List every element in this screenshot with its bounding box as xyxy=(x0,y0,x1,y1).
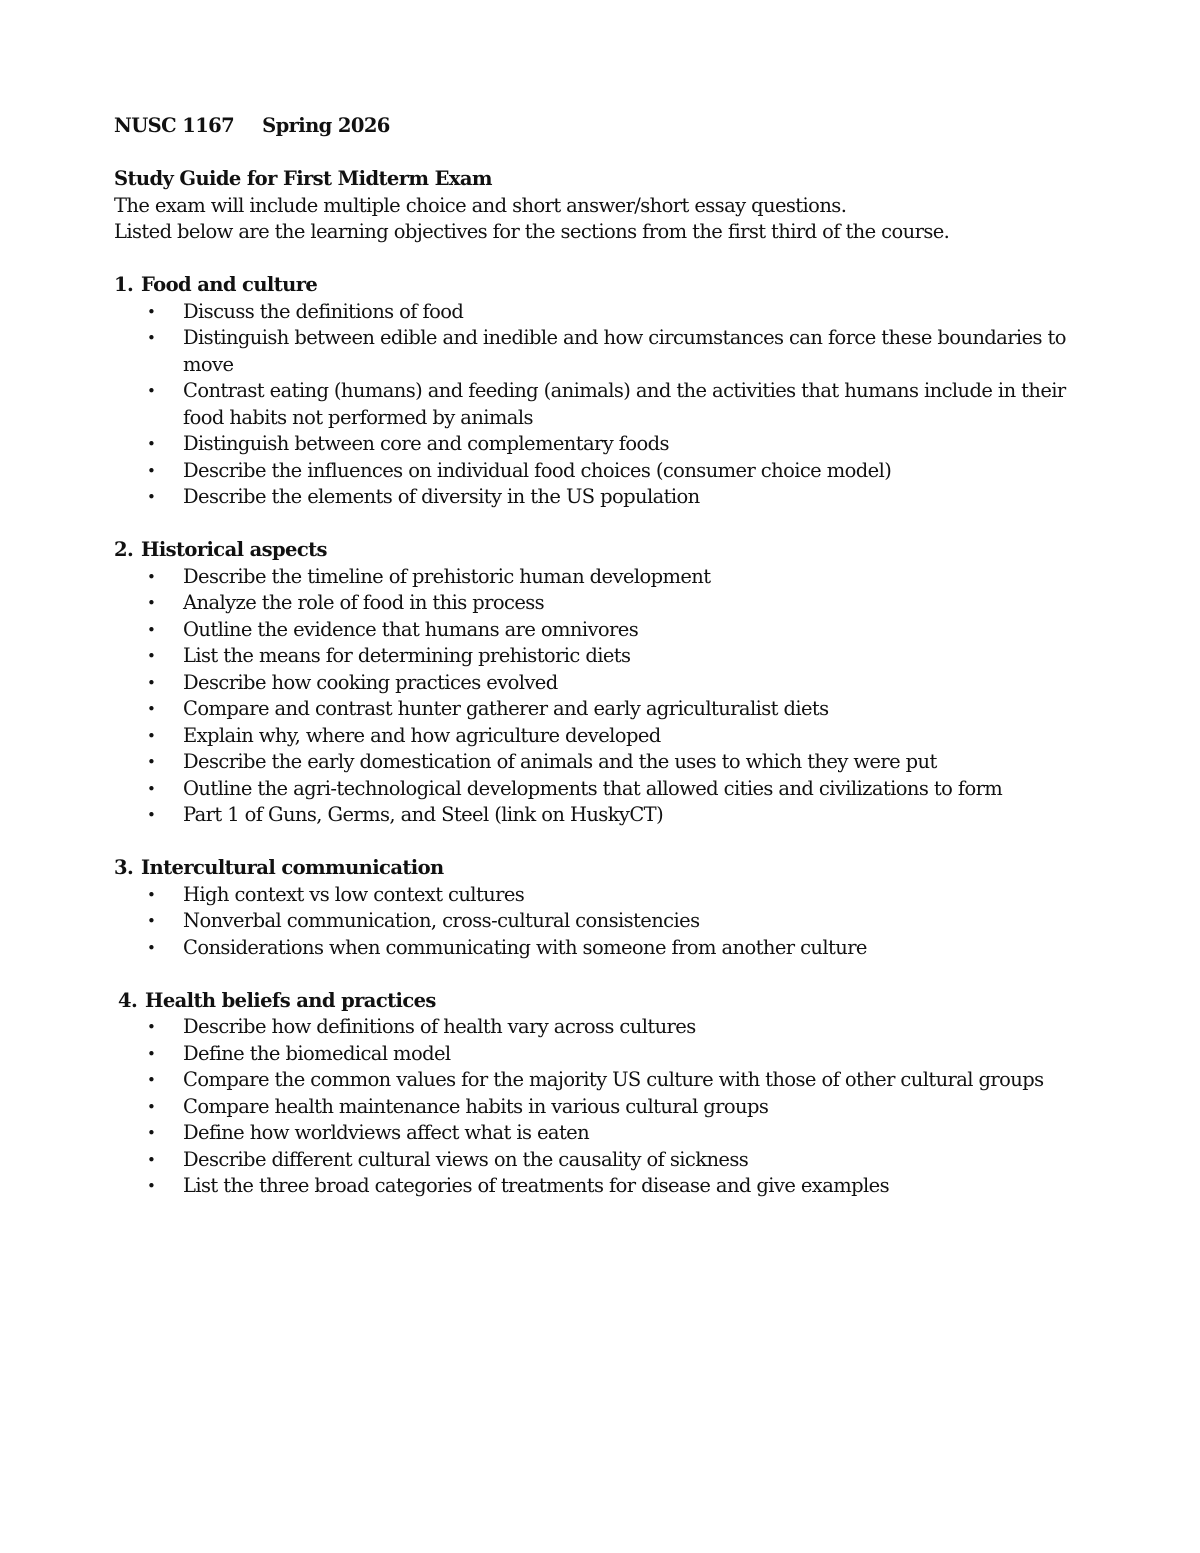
section-heading xyxy=(114,855,1104,882)
bullet-icon: • xyxy=(147,726,156,745)
bullet-icon: • xyxy=(147,329,156,347)
objective-list xyxy=(114,564,1104,829)
objective-item xyxy=(147,564,1104,591)
objective-text: Compare and contrast hunter gatherer and early agriculturalist diets xyxy=(183,697,829,720)
bullet-icon: • xyxy=(147,1018,156,1036)
bullet-icon: • xyxy=(147,302,156,321)
section-title: Food and culture xyxy=(141,273,318,296)
bullet-icon: • xyxy=(147,912,156,930)
section-number: 1. xyxy=(114,273,134,296)
objective-text: Outline the evidence that humans are omnivores xyxy=(183,617,639,641)
objective-text: Compare health maintenance habits in various cultural groups xyxy=(183,1094,769,1118)
objective-item xyxy=(147,908,1104,935)
section-intercultural-communication xyxy=(114,855,1104,961)
bullet-icon: • xyxy=(147,620,156,639)
bullet-icon: • xyxy=(147,753,156,771)
blank-line xyxy=(114,140,1104,167)
intro-line: Listed below are the learning objectives for the sections from the first third of the course. xyxy=(114,220,950,243)
objective-text: Describe different cultural views on the causality of sickness xyxy=(183,1147,749,1171)
bullet-icon: • xyxy=(147,1044,156,1063)
objective-item xyxy=(147,378,1104,431)
objective-item xyxy=(147,299,1104,326)
objective-item xyxy=(147,325,1104,378)
document-body xyxy=(114,113,1104,1226)
objective-item xyxy=(147,1173,1104,1200)
objective-item xyxy=(147,484,1104,511)
objective-text: List the three broad categories of treatments for disease and give examples xyxy=(183,1174,889,1197)
bullet-icon: • xyxy=(147,647,156,665)
objective-text: Compare the common values for the majority US culture with those of other cultural groups xyxy=(183,1068,1044,1091)
section-heading xyxy=(114,272,1104,299)
bullet-icon: • xyxy=(147,435,156,453)
bullet-icon: • xyxy=(147,1177,156,1195)
section-title: Health beliefs and practices xyxy=(145,988,436,1012)
bullet-icon: • xyxy=(147,779,156,798)
objective-item xyxy=(147,617,1104,644)
objective-text: Describe the influences on individual food choices (consumer choice model) xyxy=(183,458,892,482)
objective-text: Describe the timeline of prehistoric human development xyxy=(183,564,711,588)
objective-text: Discuss the definitions of food xyxy=(183,299,464,323)
objective-item xyxy=(147,749,1104,776)
objective-text: Contrast eating (humans) and feeding (animals) and the activities that humans include in their food habits not performed by animals xyxy=(183,379,1066,429)
objective-item xyxy=(147,1120,1104,1147)
objective-list xyxy=(114,299,1104,511)
objective-item xyxy=(147,1067,1104,1094)
objective-text: Explain why, where and how agriculture developed xyxy=(183,723,661,747)
course-term: Spring 2026 xyxy=(262,114,390,137)
objective-item xyxy=(147,696,1104,723)
objective-text: List the means for determining prehistoric diets xyxy=(183,644,631,667)
objective-item xyxy=(147,1094,1104,1121)
objective-item xyxy=(147,1041,1104,1068)
intro-line: The exam will include multiple choice and short answer/short essay questions. xyxy=(114,193,847,217)
objective-item xyxy=(147,723,1104,750)
objective-item xyxy=(147,643,1104,670)
objective-text: Define the biomedical model xyxy=(183,1041,451,1065)
objective-list xyxy=(118,1014,1104,1200)
section-title: Intercultural communication xyxy=(141,856,444,879)
bullet-icon: • xyxy=(147,382,156,400)
bullet-icon: • xyxy=(147,1071,156,1089)
bullet-icon: • xyxy=(147,567,156,586)
section-food-and-culture xyxy=(114,272,1104,511)
objective-text: Part 1 of Guns, Germs, and Steel (link on HuskyCT) xyxy=(183,803,664,826)
objective-item xyxy=(147,776,1104,803)
objective-item xyxy=(147,458,1104,485)
bullet-icon: • xyxy=(147,488,156,506)
section-title: Historical aspects xyxy=(141,538,327,561)
bullet-icon: • xyxy=(147,673,156,692)
objective-text: Considerations when communicating with someone from another culture xyxy=(183,935,867,959)
objective-item xyxy=(147,670,1104,697)
bullet-icon: • xyxy=(147,1150,156,1169)
section-heading xyxy=(118,988,1104,1015)
objective-text: Distinguish between edible and inedible and how circumstances can force these boundaries to move xyxy=(183,326,1066,376)
section-heading xyxy=(114,537,1104,564)
objective-text: Describe how cooking practices evolved xyxy=(183,670,558,694)
bullet-icon: • xyxy=(147,1097,156,1116)
section-number: 3. xyxy=(114,856,134,879)
objective-text: Describe the early domestication of animals and the uses to which they were put xyxy=(183,750,937,773)
course-code: NUSC 1167 xyxy=(114,114,235,137)
objective-item xyxy=(147,1147,1104,1174)
objective-text: Outline the agri-technological developments that allowed cities and civilizations to form xyxy=(183,776,1003,800)
objective-list xyxy=(114,882,1104,962)
bullet-icon: • xyxy=(147,806,156,824)
objective-text: Analyze the role of food in this process xyxy=(183,591,545,614)
objective-item xyxy=(147,882,1104,909)
objective-item xyxy=(147,1014,1104,1041)
objective-item xyxy=(147,590,1104,617)
objective-text: Distinguish between core and complementary foods xyxy=(183,432,669,455)
objective-text: Nonverbal communication, cross-cultural consistencies xyxy=(183,909,700,932)
objective-text: Describe how definitions of health vary across cultures xyxy=(183,1015,696,1038)
blank-line xyxy=(114,246,1104,273)
bullet-icon: • xyxy=(147,700,156,718)
section-historical-aspects xyxy=(114,537,1104,829)
objective-item xyxy=(147,431,1104,458)
section-number: 2. xyxy=(114,538,134,561)
bullet-icon: • xyxy=(147,594,156,612)
objective-item xyxy=(147,935,1104,962)
bullet-icon: • xyxy=(147,938,156,957)
course-header xyxy=(114,113,1104,140)
section-number: 4. xyxy=(118,988,138,1012)
bullet-icon: • xyxy=(147,461,156,480)
bullet-icon: • xyxy=(147,885,156,904)
objective-text: Describe the elements of diversity in the US population xyxy=(183,485,700,508)
section-health-beliefs-and-practices xyxy=(118,988,1104,1200)
guide-title: Study Guide for First Midterm Exam xyxy=(114,167,492,190)
bullet-icon: • xyxy=(147,1124,156,1142)
objective-text: Define how worldviews affect what is eaten xyxy=(183,1121,590,1144)
objective-text: High context vs low context cultures xyxy=(183,882,525,906)
objective-item xyxy=(147,802,1104,829)
